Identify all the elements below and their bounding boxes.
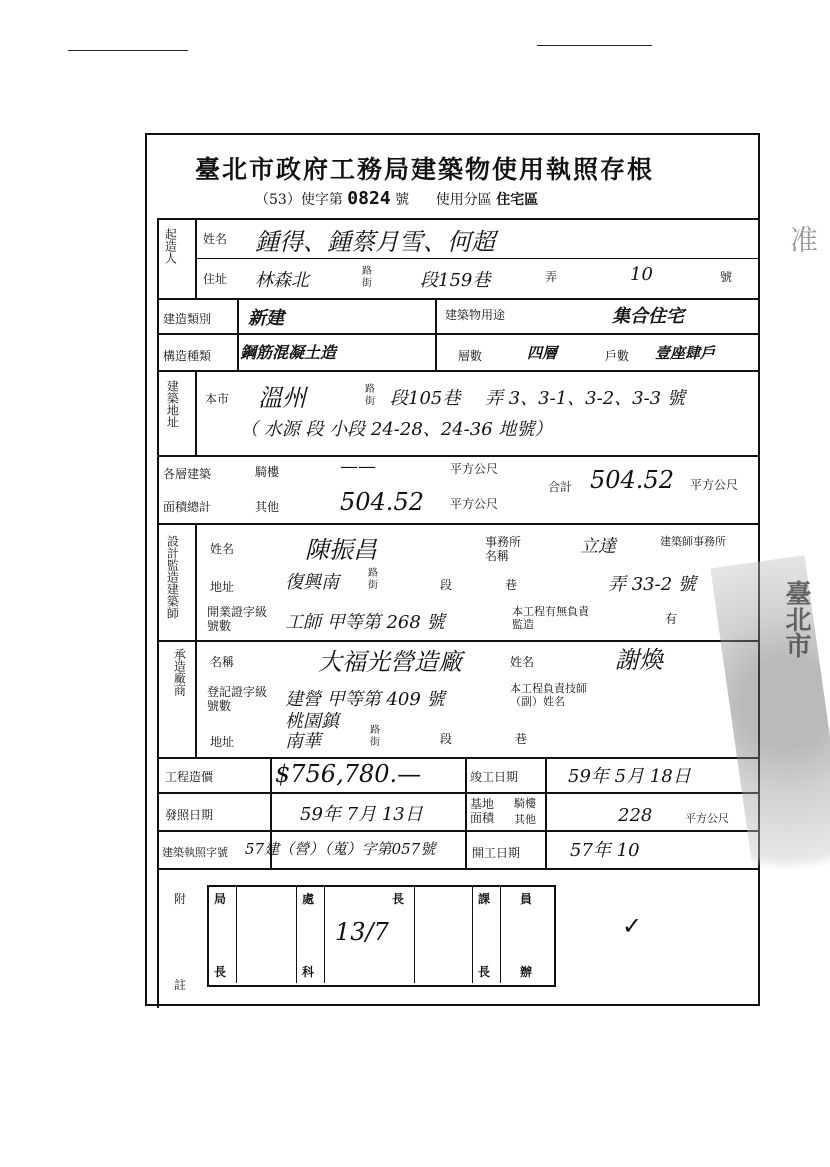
cell-8: 員 <box>520 892 533 906</box>
arcade-value: —— <box>340 456 376 477</box>
address-city: 本市 <box>205 392 230 406</box>
office-label: 事務所名稱 <box>485 535 522 564</box>
architect-lane: 巷 <box>505 578 518 592</box>
permit-suffix: 號 <box>395 192 410 208</box>
contractor-person-value: 謝煥 <box>615 646 663 674</box>
base-unit: 平方公尺 <box>685 812 729 825</box>
tech-label: 本工程負責技師（副）姓名 <box>510 682 587 709</box>
floors-value: 四層 <box>527 344 558 362</box>
permit-value: 57建（營）（蒐）字第057號 <box>245 840 436 858</box>
type-value: 新建 <box>248 308 284 329</box>
start-label: 開工日期 <box>472 846 521 860</box>
arcade-label: 騎樓 <box>255 465 280 479</box>
contractor-lane: 巷 <box>515 732 528 746</box>
owner-number-label: 號 <box>720 270 733 284</box>
zone-value: 住宅區 <box>496 192 539 208</box>
owner-alley: 弄 <box>545 270 558 284</box>
area-section-2: 面積總計 <box>163 500 212 514</box>
use-label: 建築物用途 <box>445 308 506 322</box>
use-value: 集合住宅 <box>612 306 684 327</box>
notes-label-top: 附 <box>174 892 187 906</box>
end-label: 竣工日期 <box>470 770 519 784</box>
initial-stamp: 13/7 <box>335 918 389 946</box>
architect-name-label: 姓名 <box>210 542 235 556</box>
permit-line <box>255 188 538 209</box>
address-land: （ 水源 段 小段 24-28、24-36 地號） <box>240 419 553 440</box>
units-value: 壹座肆戶 <box>655 344 716 362</box>
architect-num: 弄 33-2 號 <box>608 574 696 595</box>
architect-section-label: 設計監造建築師 <box>165 535 180 619</box>
cost-label: 工程造價 <box>165 770 214 784</box>
owner-section-value: 段159巷 <box>420 270 491 291</box>
cell-2: 長 <box>214 965 227 979</box>
owner-number: 10 <box>630 264 653 285</box>
other-value: 504.52 <box>340 488 424 516</box>
address-road: 溫州 <box>258 384 306 412</box>
cell-9: 辦 <box>520 965 533 979</box>
license-value: 工師 甲等第 268 號 <box>285 612 445 633</box>
other-unit: 平方公尺 <box>450 497 499 511</box>
office-value: 立達 <box>580 536 616 557</box>
address-section-label: 建築地址 <box>165 380 180 428</box>
address-road-label: 路街 <box>365 384 375 407</box>
owner-section-label: 起造人 <box>163 228 178 264</box>
seal-text: 臺北市 <box>781 580 811 658</box>
total-label: 合計 <box>548 480 573 494</box>
architect-seg: 段 <box>440 578 453 592</box>
contractor-name-label: 名稱 <box>210 655 235 669</box>
cost-value: $756,780.— <box>275 760 422 788</box>
total-unit: 平方公尺 <box>690 478 739 492</box>
contractor-person-label: 姓名 <box>510 655 535 669</box>
notes-label-bottom: 註 <box>174 978 187 992</box>
side-bleed-text: 准 <box>786 225 819 253</box>
base-1: 騎樓 <box>514 797 536 810</box>
type-label: 建造類別 <box>163 312 212 326</box>
contractor-seg: 段 <box>440 732 453 746</box>
issue-label: 發照日期 <box>165 808 214 822</box>
contractor-name-value: 大福光營造廠 <box>318 648 462 676</box>
form-title: 臺北市政府工務局建築物使用執照存根 <box>195 155 655 184</box>
cell-7: 長 <box>478 965 491 979</box>
area-section-1: 各層建築 <box>163 467 212 481</box>
resp-value: 有 <box>665 612 678 626</box>
architect-addr-value: 復興南 <box>285 572 339 593</box>
arcade-unit: 平方公尺 <box>450 462 499 476</box>
struct-value: 鋼筋混凝土造 <box>240 343 337 362</box>
permit-number: 0824 <box>347 188 391 209</box>
issue-value: 59年 7月 13日 <box>300 804 423 825</box>
permit-label: 建築執照字號 <box>162 846 228 859</box>
contractor-addr-value: 桃園鎮 南華 <box>285 711 339 752</box>
permit-prefix: （53）使字第 <box>255 192 343 208</box>
cell-6: 課 <box>478 892 491 906</box>
start-value: 57年 10 <box>570 840 640 861</box>
contractor-road-label: 路街 <box>370 725 380 748</box>
total-value: 504.52 <box>590 466 674 494</box>
address-seg: 段105巷 <box>390 388 461 409</box>
owner-addr-label: 住址 <box>203 272 228 286</box>
struct-label: 構造種類 <box>163 349 212 363</box>
floors-label: 層數 <box>458 349 483 363</box>
architect-addr-label: 地址 <box>210 580 235 594</box>
office-suffix: 建築師事務所 <box>660 535 726 548</box>
owner-name-value: 鍾得、鍾蔡月雪、何超 <box>255 228 495 256</box>
base-label: 基地面積 <box>470 797 495 826</box>
cell-1: 局 <box>214 892 227 906</box>
end-value: 59年 5月 18日 <box>568 766 691 787</box>
license-label: 開業證字級號數 <box>207 605 268 634</box>
other-label: 其他 <box>255 500 280 514</box>
address-nums: 弄 3、3-1、3-2、3-3 號 <box>485 388 685 409</box>
owner-name-label: 姓名 <box>203 232 228 246</box>
cell-4: 科 <box>302 965 315 979</box>
units-label: 戶數 <box>605 349 630 363</box>
resp-label: 本工程有無負責監造 <box>512 605 589 632</box>
reg-label: 登記證字級號數 <box>207 685 268 714</box>
owner-road-label: 路街 <box>362 266 372 289</box>
cell-3: 處 <box>302 892 315 906</box>
contractor-addr-label: 地址 <box>210 735 235 749</box>
check-mark: ✓ <box>622 912 643 940</box>
base-value: 228 <box>618 805 653 826</box>
architect-road-label: 路街 <box>368 568 378 591</box>
architect-name-value: 陳振昌 <box>305 536 377 564</box>
contractor-section-label: 承造廠商 <box>172 648 187 696</box>
cell-5: 長 <box>392 892 405 906</box>
zone-label: 使用分區 <box>435 192 492 208</box>
base-2: 其他 <box>514 813 536 826</box>
owner-addr-value: 林森北 <box>255 270 309 291</box>
reg-value: 建營 甲等第 409 號 <box>285 689 445 710</box>
